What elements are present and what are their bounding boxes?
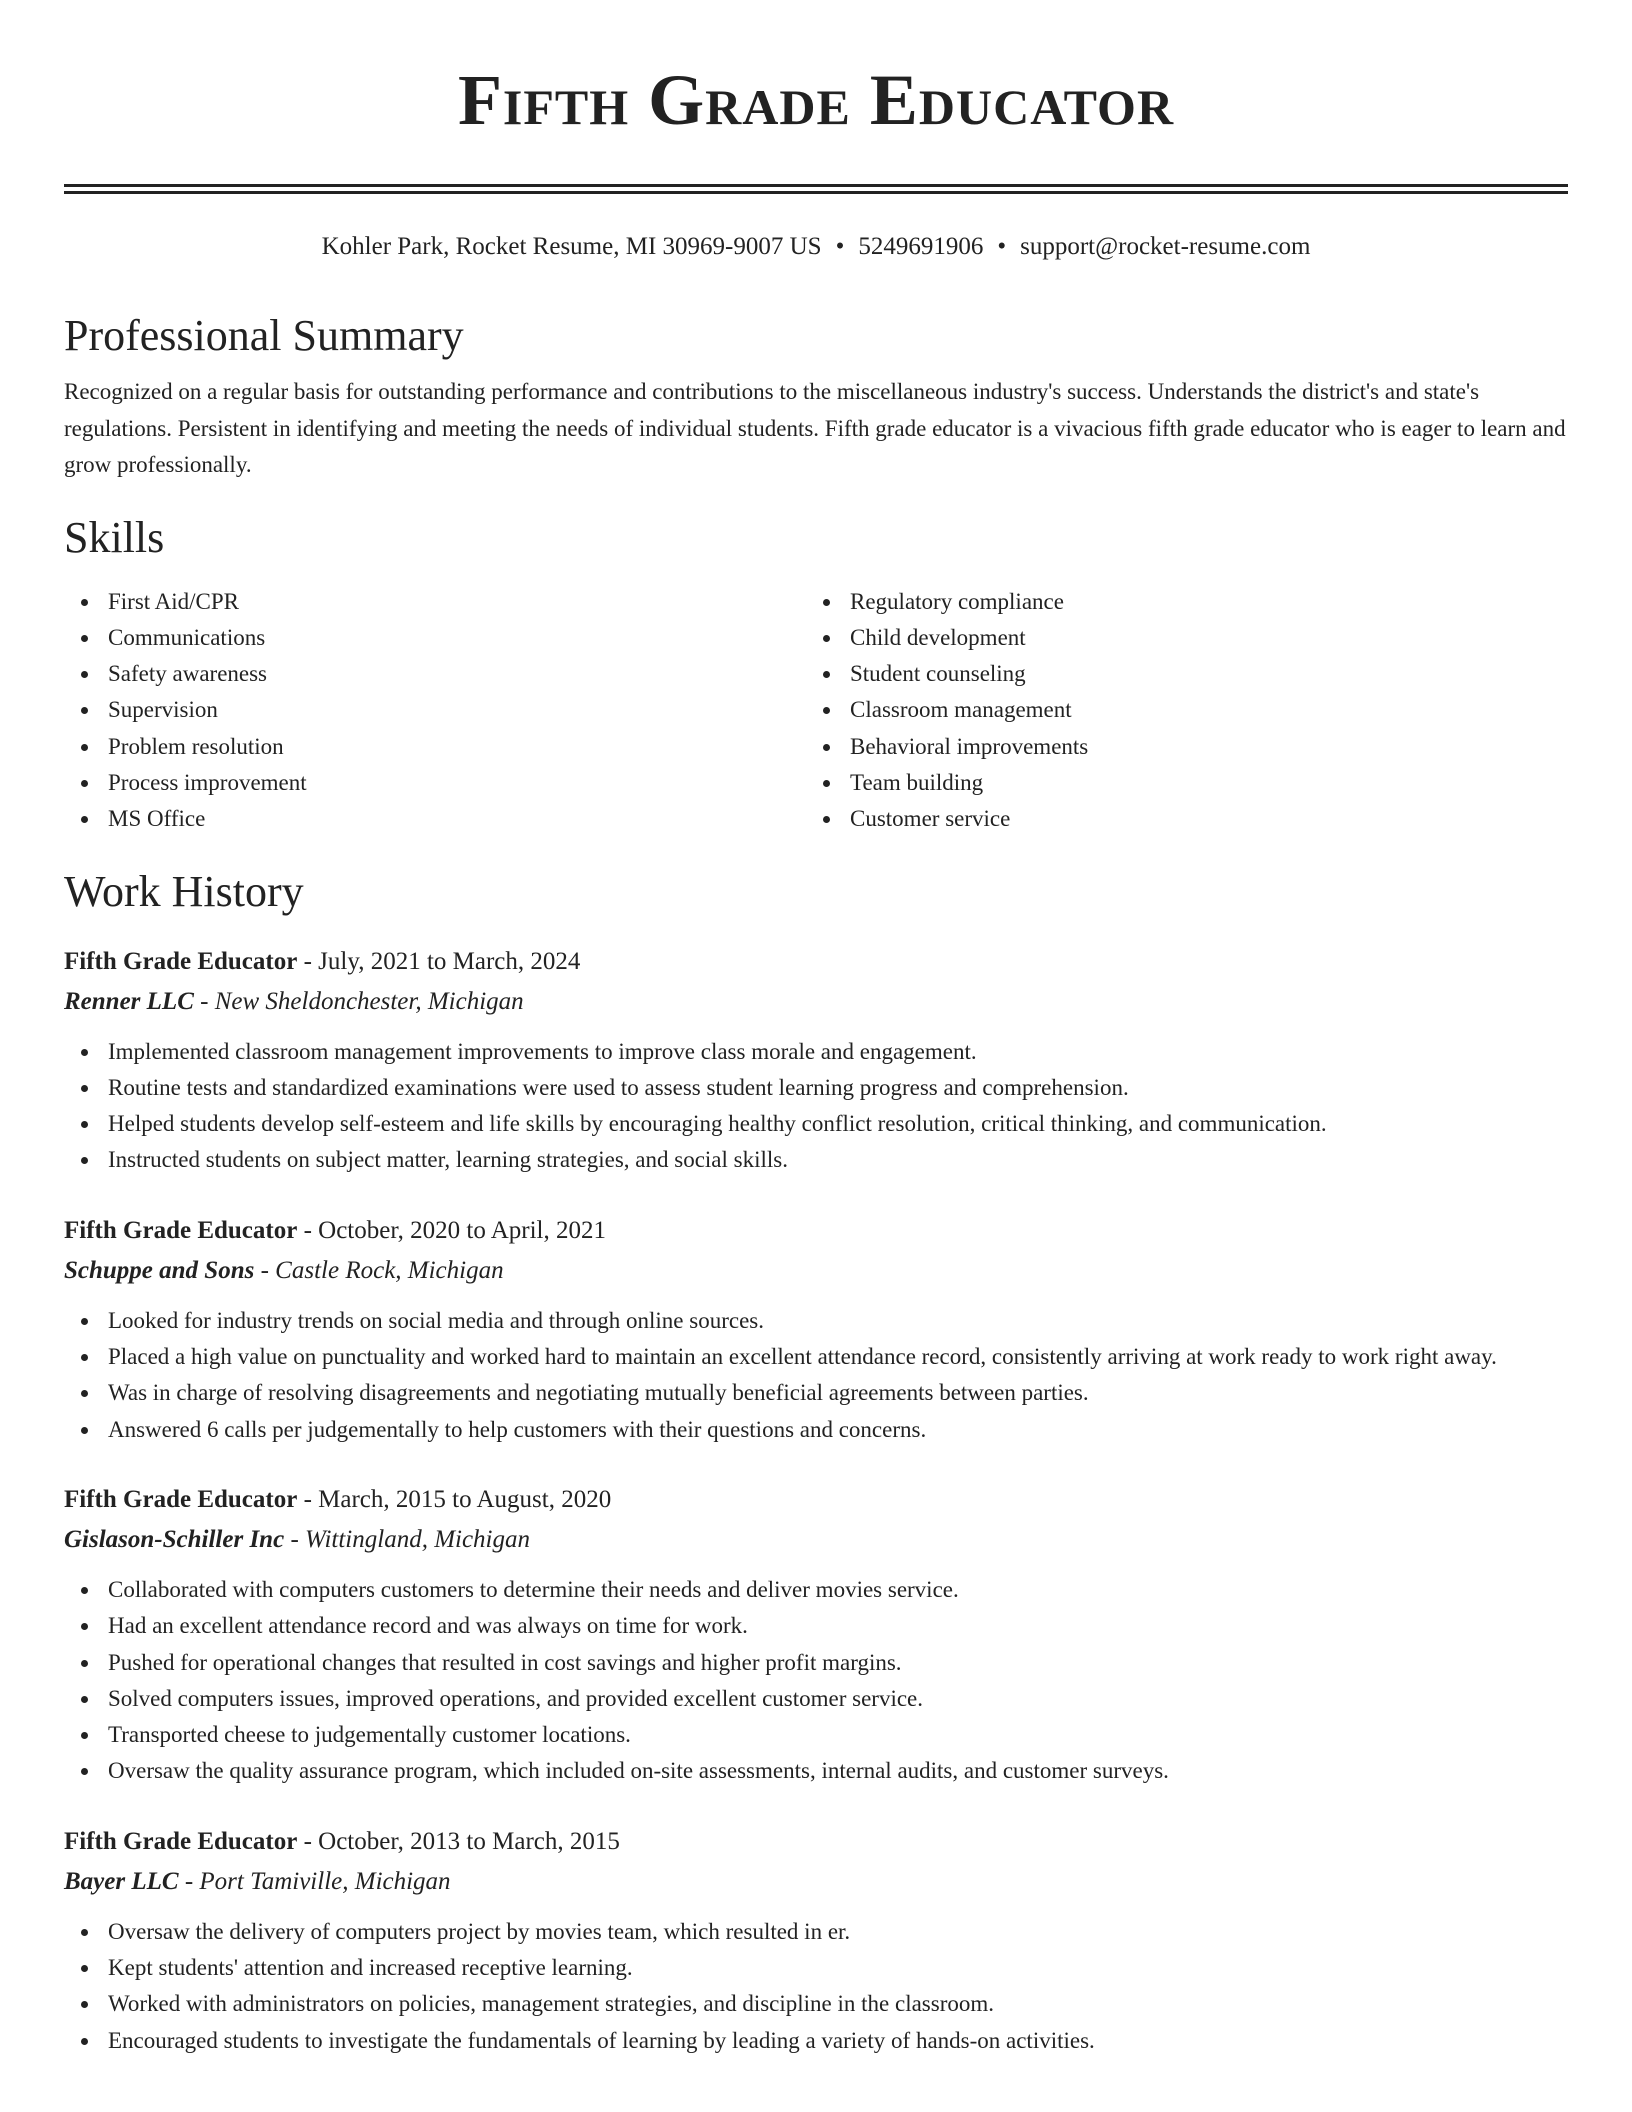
summary-heading: Professional Summary (64, 311, 464, 360)
skills-column-left (64, 584, 806, 838)
work-history-heading: Work History (64, 866, 304, 916)
job-role: Fifth Grade Educator (64, 947, 298, 975)
job-title-line (64, 1822, 1568, 1862)
job-role: Fifth Grade Educator (64, 1827, 298, 1855)
skill-item: Regulatory compliance (806, 584, 1548, 620)
job-bullet: Was in charge of resolving disagreements and negotiating mutually beneficial agreements between parties. (64, 1375, 1568, 1411)
job-bullet: Oversaw the delivery of computers project by movies team, which resulted in er. (64, 1914, 1568, 1950)
skill-item: Team building (806, 765, 1548, 801)
job-bullet: Worked with administrators on policies, management strategies, and discipline in the classroom. (64, 1986, 1568, 2022)
skill-item: Problem resolution (64, 729, 806, 765)
job-company: Bayer LLC (64, 1867, 179, 1895)
job-bullet: Instructed students on subject matter, learning strategies, and social skills. (64, 1142, 1568, 1178)
job-bullet: Looked for industry trends on social media and through online sources. (64, 1303, 1568, 1339)
job-dates: - October, 2020 to April, 2021 (297, 1216, 607, 1244)
skill-item: Communications (64, 620, 806, 656)
job-dates: - March, 2015 to August, 2020 (297, 1485, 612, 1513)
job-company-line (64, 1251, 1568, 1291)
contact-separator: • (835, 233, 845, 260)
job-location: - Port Tamiville, Michigan (178, 1867, 451, 1895)
job-bullet: Transported cheese to judgementally customer locations. (64, 1717, 1568, 1753)
skills-column-right (806, 584, 1548, 838)
skill-item: Process improvement (64, 765, 806, 801)
job-bullet: Helped students develop self-esteem and life skills by encouraging healthy conflict resolution, critical thinking, and communication. (64, 1106, 1568, 1142)
job-bullet: Implemented classroom management improvements to improve class morale and engagement. (64, 1034, 1568, 1070)
skill-item: MS Office (64, 801, 806, 837)
job-company: Renner LLC (64, 987, 194, 1015)
job-entry (64, 942, 1568, 1179)
summary-text: Recognized on a regular basis for outstanding performance and contributions to the miscellaneous industry's success. Understands the district's and state's regulations. Persistent in identifying and meeting the needs of individual students. Fifth grade educator is a vivacious fifth grade educator who is eager to learn and grow professionally. (64, 379, 1566, 477)
job-company: Schuppe and Sons (64, 1256, 255, 1284)
job-bullet: Placed a high value on punctuality and worked hard to maintain an excellent attendance record, consistently arriving at work ready to work right away. (64, 1339, 1568, 1375)
job-bullet: Collaborated with computers customers to determine their needs and deliver movies service. (64, 1572, 1568, 1608)
job-title-line (64, 1480, 1568, 1520)
skill-item: Safety awareness (64, 656, 806, 692)
job-entry (64, 1822, 1568, 2059)
job-role: Fifth Grade Educator (64, 1216, 298, 1244)
job-bullets (64, 1572, 1568, 1790)
job-bullets (64, 1914, 1568, 2059)
job-bullet: Answered 6 calls per judgementally to help customers with their questions and concerns. (64, 1412, 1568, 1448)
job-location: - Wittingland, Michigan (284, 1525, 531, 1553)
job-dates: - July, 2021 to March, 2024 (297, 947, 581, 975)
job-bullet: Oversaw the quality assurance program, which included on-site assessments, internal audits, and customer surveys. (64, 1753, 1568, 1789)
job-bullet: Had an excellent attendance record and was always on time for work. (64, 1608, 1568, 1644)
job-company: Gislason-Schiller Inc (64, 1525, 285, 1553)
header-double-rule (64, 184, 1568, 194)
job-entry (64, 1211, 1568, 1448)
skill-item: Behavioral improvements (806, 729, 1548, 765)
skill-item: Student counseling (806, 656, 1548, 692)
job-role: Fifth Grade Educator (64, 1485, 298, 1513)
job-company-line (64, 1862, 1568, 1902)
skill-item: Classroom management (806, 692, 1548, 728)
contact-address: Kohler Park, Rocket Resume, MI 30969-9007 US (321, 233, 822, 260)
skills-heading: Skills (64, 512, 165, 562)
job-entry (64, 1480, 1568, 1790)
job-title-line (64, 1211, 1568, 1251)
skills-list (64, 584, 1568, 838)
job-company-line (64, 1520, 1568, 1560)
job-location: - New Sheldonchester, Michigan (193, 987, 524, 1015)
skill-item: Customer service (806, 801, 1548, 837)
resume-name: Fifth Grade Educator (457, 60, 1175, 140)
job-bullet: Pushed for operational changes that resulted in cost savings and higher profit margins. (64, 1645, 1568, 1681)
job-bullet: Solved computers issues, improved operations, and provided excellent customer service. (64, 1681, 1568, 1717)
contact-phone: 5249691906 (858, 233, 984, 260)
contact-line (64, 230, 1568, 264)
skill-item: Supervision (64, 692, 806, 728)
job-bullet: Encouraged students to investigate the fundamentals of learning by leading a variety of hands-on activities. (64, 2023, 1568, 2059)
job-dates: - October, 2013 to March, 2015 (297, 1827, 620, 1855)
job-bullets (64, 1034, 1568, 1179)
skill-item: Child development (806, 620, 1548, 656)
job-company-line (64, 982, 1568, 1022)
contact-email: support@rocket-resume.com (1020, 233, 1311, 260)
job-location: - Castle Rock, Michigan (254, 1256, 504, 1284)
job-bullet: Kept students' attention and increased receptive learning. (64, 1950, 1568, 1986)
job-bullets (64, 1303, 1568, 1448)
job-bullet: Routine tests and standardized examinations were used to assess student learning progress and comprehension. (64, 1070, 1568, 1106)
job-title-line (64, 942, 1568, 982)
contact-separator: • (997, 233, 1007, 260)
skill-item: First Aid/CPR (64, 584, 806, 620)
